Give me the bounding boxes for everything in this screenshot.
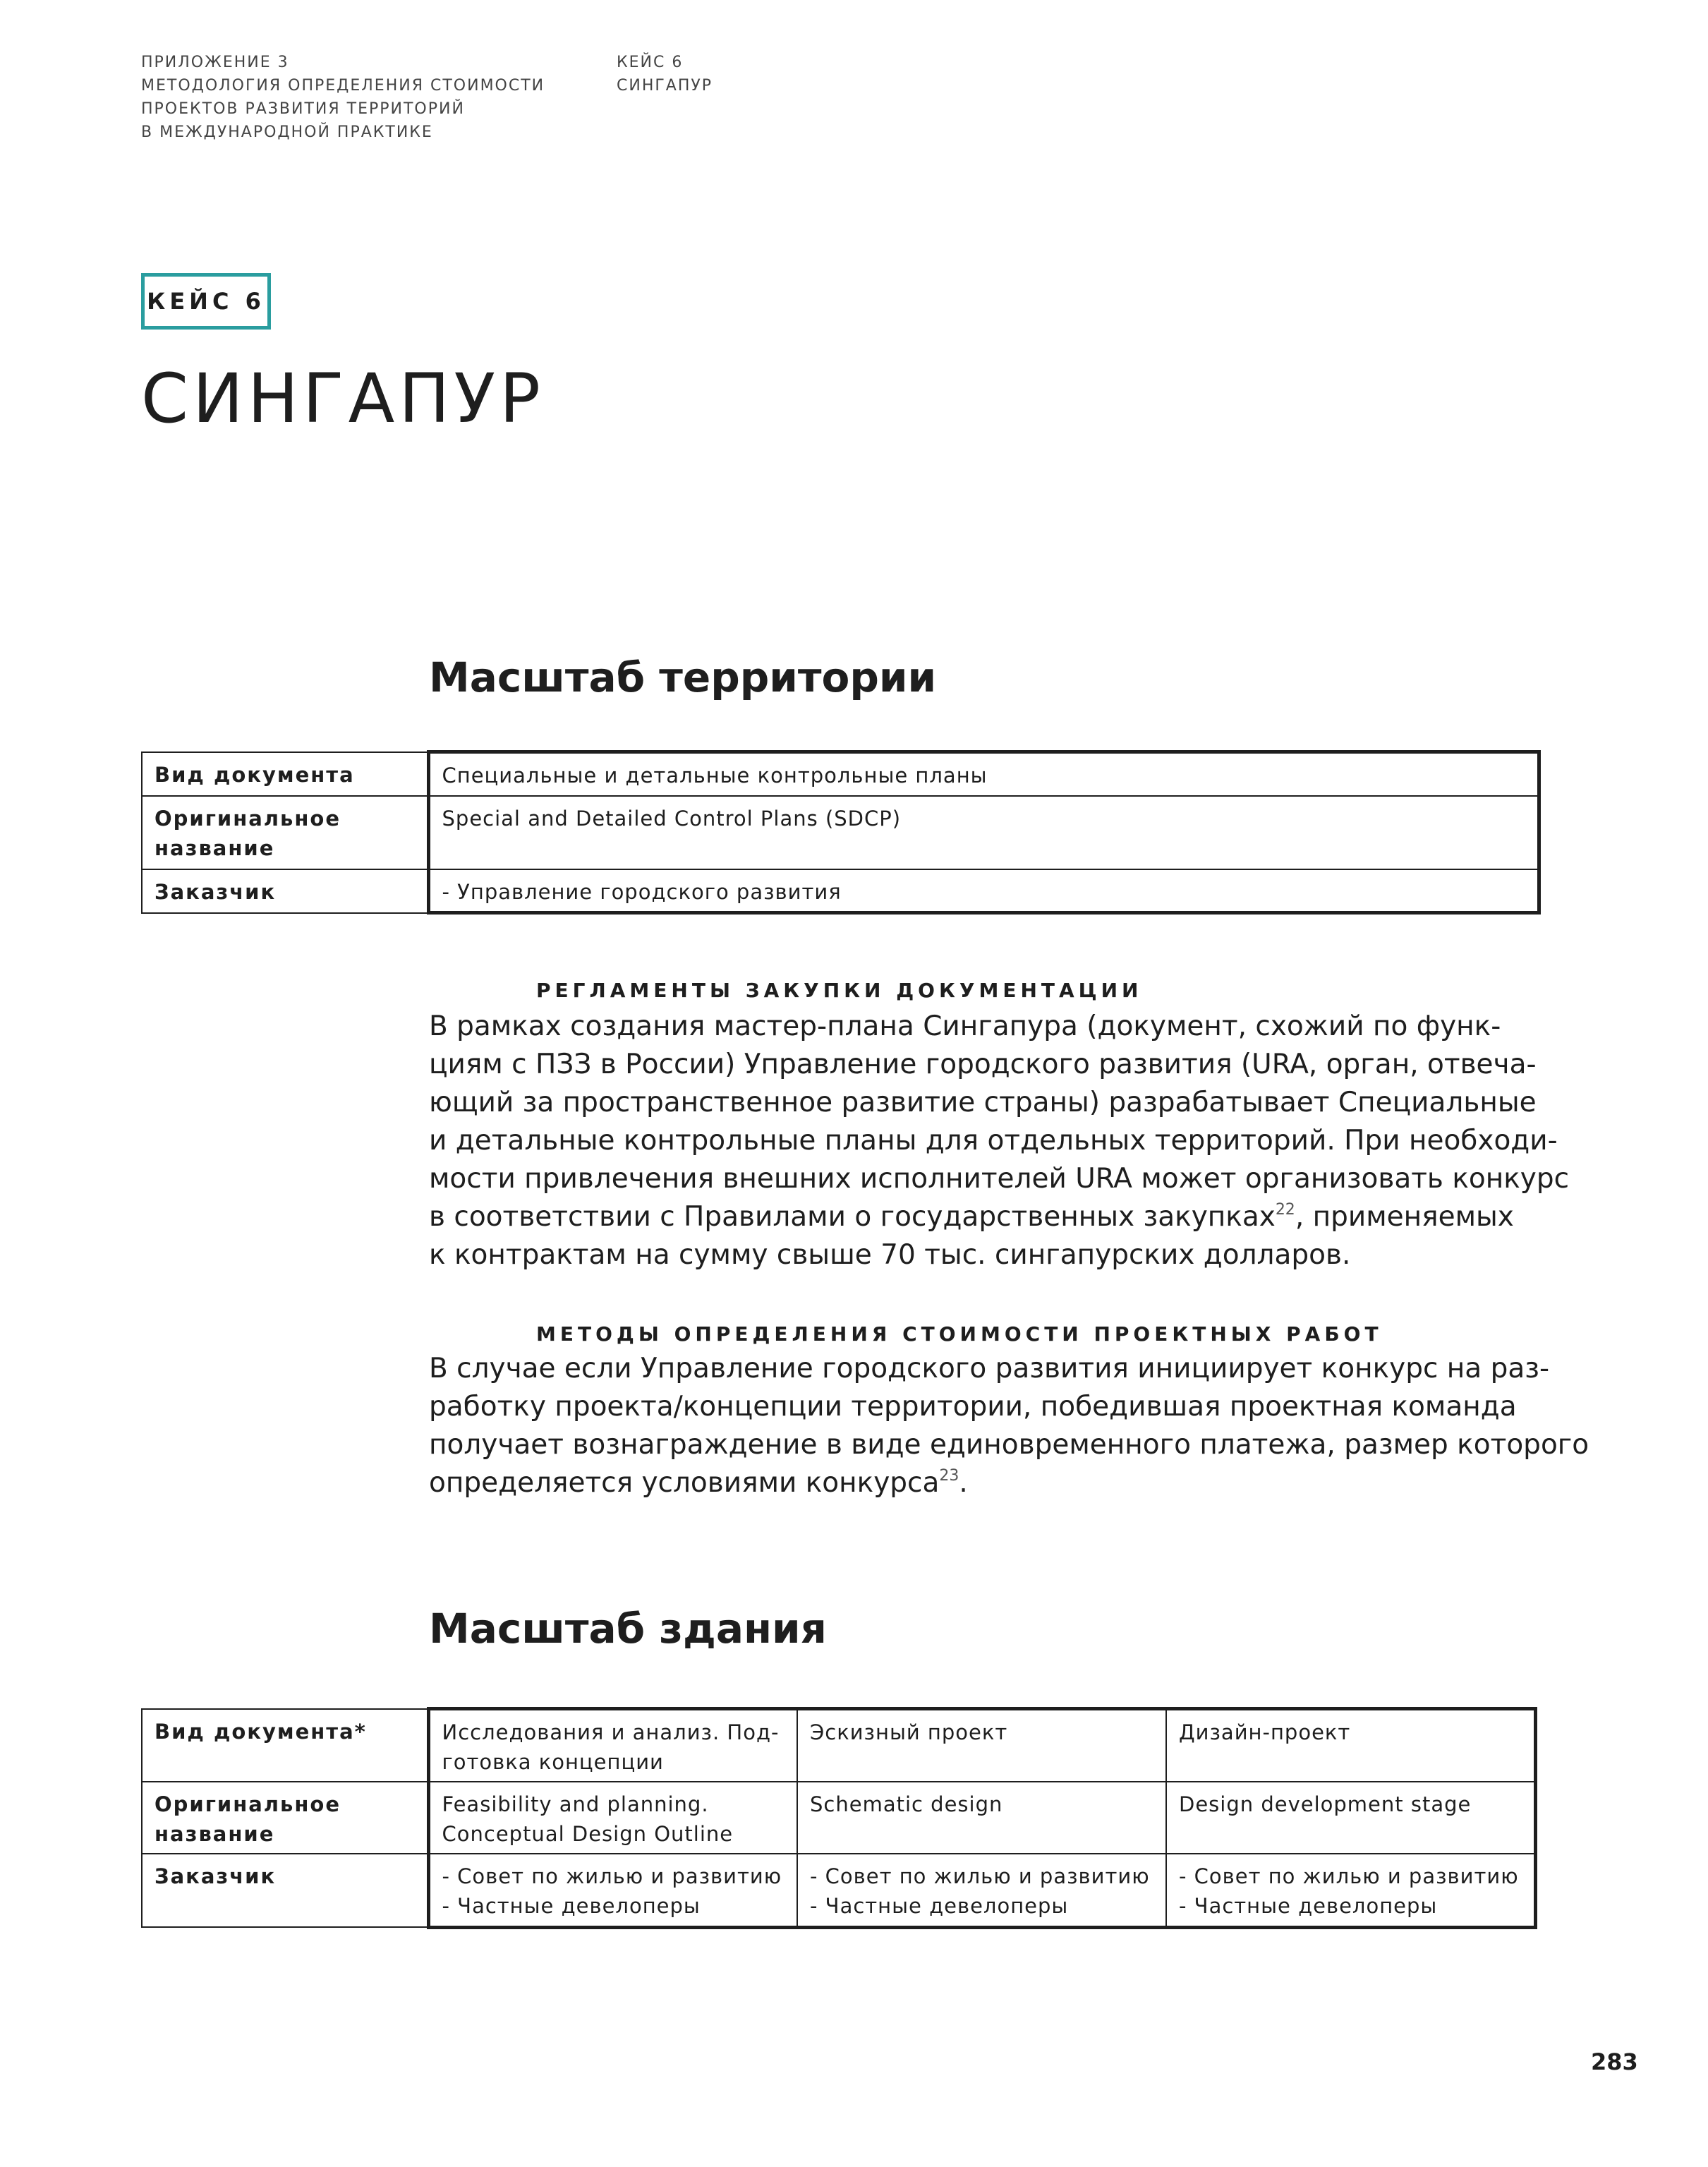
paragraph-line: В рамках создания мастер-плана Сингапура (документ, схожий по функ- (429, 1010, 1501, 1042)
table-row (142, 869, 1539, 913)
text-run: . (959, 1467, 968, 1499)
paragraph-line: к контрактам на сумму свыше 70 тыс. сингапурских долларов. (429, 1239, 1351, 1271)
paragraph-line: мости привлечения внешних исполнителей URA может организовать конкурс (429, 1163, 1570, 1195)
row-label: Вид документа* (142, 1709, 428, 1782)
row-value (428, 1709, 797, 1782)
paragraph-line (429, 1198, 1544, 1236)
section-subheading: РЕГЛАМЕНТЫ ЗАКУПКИ ДОКУМЕНТАЦИИ (536, 979, 1143, 1002)
header-line: В МЕЖДУНАРОДНОЙ ПРАКТИКЕ (141, 123, 433, 141)
paragraph-line: В случае если Управление городского развития инициирует конкурс на раз- (429, 1353, 1550, 1384)
row-value (1166, 1854, 1535, 1927)
building-heading: Масштаб здания (429, 1605, 827, 1653)
paragraph-line: получает вознаграждение в виде единовременного платежа, размер которого (429, 1429, 1589, 1461)
table-row (142, 796, 1539, 869)
list-item: - Частные девелоперы (810, 1894, 1069, 1918)
row-value: Эскизный проект (797, 1709, 1166, 1782)
label-text: Оригинальное название (155, 1792, 341, 1846)
cell-line: Исследования и анализ. Под- (442, 1720, 780, 1744)
row-value (428, 1782, 797, 1854)
row-label: Заказчик (142, 1854, 428, 1927)
paragraph-line: ющий за пространственное развитие страны) разрабатывает Специальные (429, 1087, 1537, 1118)
row-label: Заказчик (142, 869, 428, 913)
text-run: в соответствии с Правилами о государственных закупках (429, 1201, 1276, 1233)
paragraph-line: циям с ПЗЗ в России) Управление городского развития (URA, орган, отвеча- (429, 1049, 1537, 1080)
row-value: Дизайн-проект (1166, 1709, 1535, 1782)
building-table (141, 1707, 1537, 1929)
cell-line: Feasibility and planning. (442, 1792, 709, 1816)
table-row (142, 752, 1539, 796)
header-line: МЕТОДОЛОГИЯ ОПРЕДЕЛЕНИЯ СТОИМОСТИ (141, 77, 545, 95)
row-value: - Управление городского развития (428, 869, 1539, 913)
running-header-left (141, 51, 545, 144)
list-item: - Совет по жилью и развитию (442, 1864, 782, 1888)
text-run: определяется условиями конкурса (429, 1467, 940, 1499)
row-value (428, 1854, 797, 1927)
paragraph-line: и детальные контрольные планы для отдельных территорий. При необходи- (429, 1125, 1558, 1157)
cell-line: Conceptual Design Outline (442, 1822, 734, 1846)
row-label (142, 796, 428, 869)
label-text: Оригинальное название (155, 806, 341, 860)
section-paragraph (429, 1350, 1589, 1502)
list-item: - Частные девелоперы (442, 1894, 701, 1918)
row-value: Special and Detailed Control Plans (SDCP) (428, 796, 1539, 869)
row-value (797, 1854, 1166, 1927)
table-row (142, 1782, 1535, 1854)
table-row (142, 1854, 1535, 1927)
list-item: - Частные девелоперы (1179, 1894, 1438, 1918)
text-run: , применяемых (1295, 1201, 1514, 1233)
cell-line: готовка концепции (442, 1750, 664, 1774)
footnote-ref: 23 (939, 1467, 959, 1485)
page-title: СИНГАПУР (141, 359, 545, 438)
header-line: СИНГАПУР (617, 77, 713, 95)
header-line: ПРОЕКТОВ РАЗВИТИЯ ТЕРРИТОРИЙ (141, 100, 465, 118)
row-value: Design development stage (1166, 1782, 1535, 1854)
paragraph-line: работку проекта/концепции территории, победившая проектная команда (429, 1391, 1517, 1423)
list-item: - Совет по жилью и развитию (1179, 1864, 1519, 1888)
section-paragraph (429, 1008, 1570, 1274)
row-label (142, 1782, 428, 1854)
header-line: ПРИЛОЖЕНИЕ 3 (141, 54, 289, 71)
row-value: Специальные и детальные контрольные планы (428, 752, 1539, 796)
case-badge: КЕЙС 6 (141, 273, 271, 330)
row-value: Schematic design (797, 1782, 1166, 1854)
section-subheading: МЕТОДЫ ОПРЕДЕЛЕНИЯ СТОИМОСТИ ПРОЕКТНЫХ РАБОТ (536, 1322, 1383, 1346)
page-number: 283 (1591, 2048, 1638, 2075)
territory-heading: Масштаб территории (429, 653, 937, 701)
list-item: - Совет по жилью и развитию (810, 1864, 1150, 1888)
footnote-ref: 22 (1275, 1201, 1295, 1219)
running-header-right (617, 51, 713, 97)
territory-table (141, 750, 1541, 915)
header-line: КЕЙС 6 (617, 54, 684, 71)
paragraph-line (429, 1464, 1544, 1502)
row-label: Вид документа (142, 752, 428, 796)
table-row (142, 1709, 1535, 1782)
